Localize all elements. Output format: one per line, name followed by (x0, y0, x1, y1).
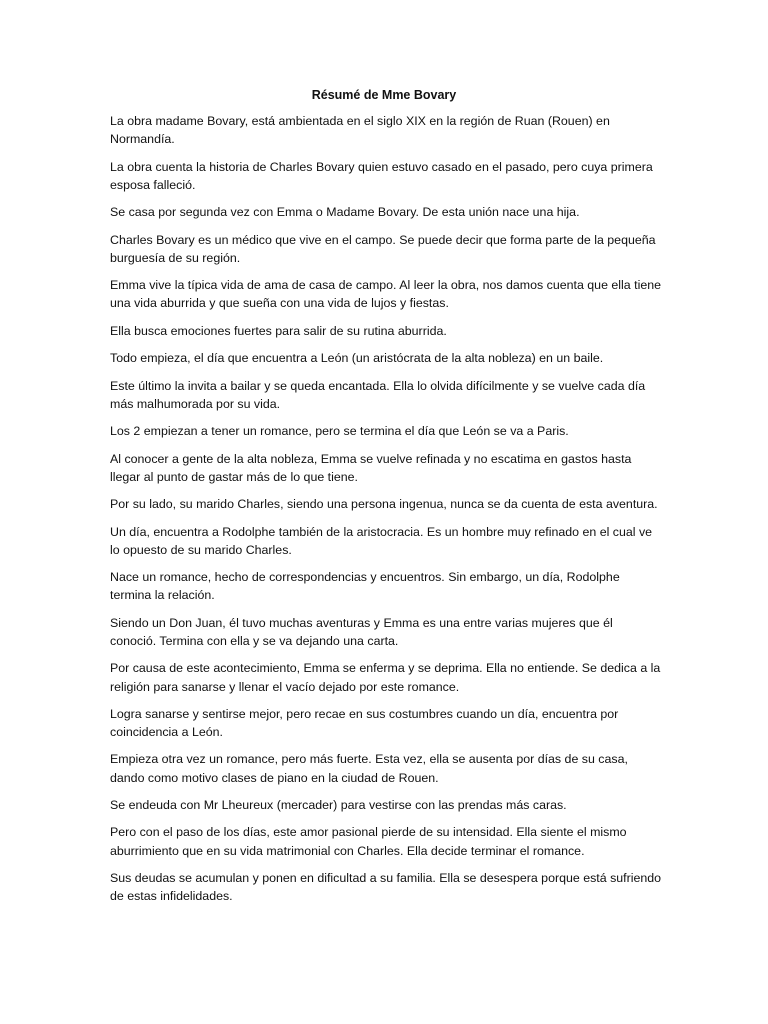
paragraph: Logra sanarse y sentirse mejor, pero recae en sus costumbres cuando un día, encuentra por coincidencia a León. (110, 706, 619, 740)
paragraph: Ella busca emociones fuertes para salir de su rutina aburrida. (110, 323, 447, 338)
paragraph: Se casa por segunda vez con Emma o Madame Bovary. De esta unión nace una hija. (110, 205, 580, 220)
paragraph: Empieza otra vez un romance, pero más fuerte. Esta vez, ella se ausenta por días de su casa, dando como motivo clases de piano en la ciudad de Rouen. (110, 752, 628, 785)
paragraph: Siendo un Don Juan, él tuvo muchas aventuras y Emma es una entre varias mujeres que él conoció. Termina con ella y se va dejando una carta. (110, 615, 613, 648)
paragraph: Este último la invita a bailar y se queda encantada. Ella lo olvida difícilmente y se vuelve cada día más malhumorada por su vida. (110, 378, 646, 411)
paragraph: Charles Bovary es un médico que vive en el campo. Se puede decir que forma parte de la pequeña burguesía de su región. (110, 232, 656, 265)
paragraph: Nace un romance, hecho de correspondencias y encuentros. Sin embargo, un día, Rodolphe termina la relación. (110, 570, 620, 603)
paragraph: Emma vive la típica vida de ama de casa de campo. Al leer la obra, nos damos cuenta que ella tiene una vida aburrida y que sueña con una vida de lujos y fiestas. (110, 278, 662, 311)
paragraph: La obra madame Bovary, está ambientada en el siglo XIX en la región de Ruan (Rouen) en Normandía. (110, 114, 610, 147)
paragraph: Se endeuda con Mr Lheureux (mercader) para vestirse con las prendas más caras. (110, 798, 567, 813)
paragraph: Un día, encuentra a Rodolphe también de la aristocracia. Es un hombre muy refinado en el cual ve lo opuesto de su marido Charles. (110, 524, 653, 557)
document-body (110, 112, 662, 915)
paragraph: Los 2 empiezan a tener un romance, pero se termina el día que León se va a Paris. (110, 424, 569, 439)
paragraph: La obra cuenta la historia de Charles Bovary quien estuvo casado en el pasado, pero cuya primera esposa falleció. (110, 159, 653, 192)
paragraph: Al conocer a gente de la alta nobleza, Emma se vuelve refinada y no escatima en gastos hasta llegar al punto de gastar más de lo que tiene. (110, 451, 632, 484)
paragraph: Por su lado, su marido Charles, siendo una persona ingenua, nunca se da cuenta de esta aventura. (110, 497, 658, 512)
paragraph: Sus deudas se acumulan y ponen en dificultad a su familia. Ella se desespera porque está sufriendo de estas infidelidades. (110, 871, 662, 904)
paragraph: Pero con el paso de los días, este amor pasional pierde de su intensidad. Ella siente el mismo aburrimiento que en su vida matrimonial con Charles. Ella decide terminar el romance. (110, 825, 627, 858)
paragraph: Todo empieza, el día que encuentra a León (un aristócrata de la alta nobleza) en un baile. (110, 351, 604, 366)
paragraph: Por causa de este acontecimiento, Emma se enferma y se deprima. Ella no entiende. Se dedica a la religión para sanarse y llenar el vacío dejado por este romance. (110, 661, 661, 694)
document-title: Résumé de Mme Bovary (311, 88, 457, 102)
